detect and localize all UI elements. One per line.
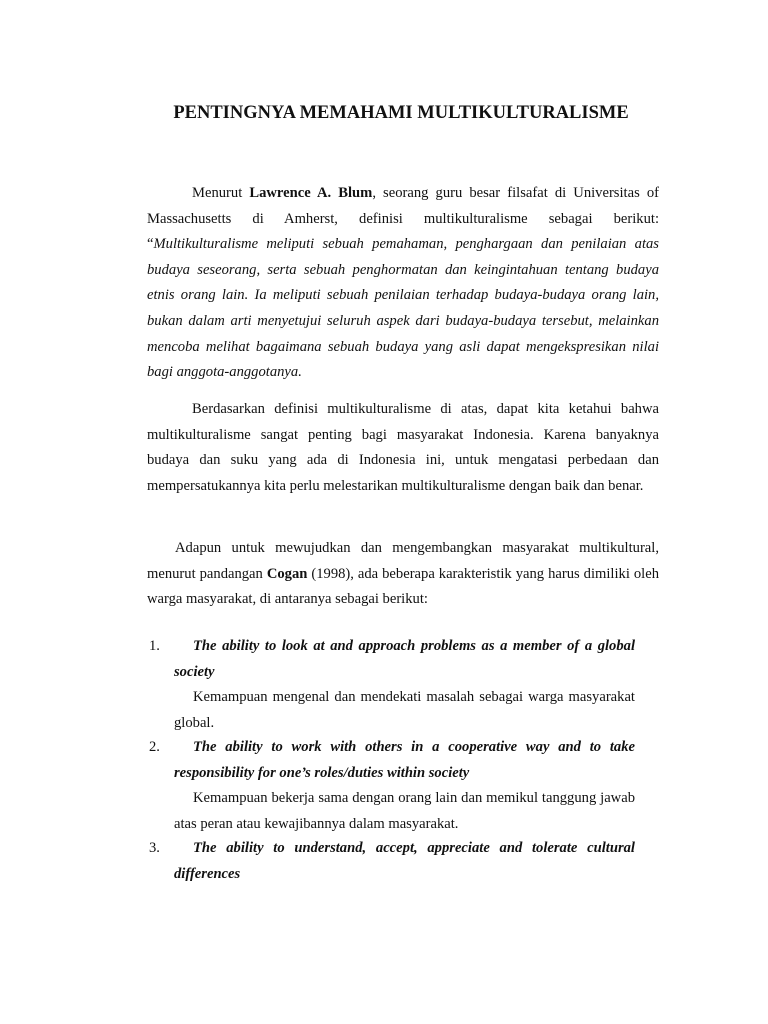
list-item-number: 1. [149, 638, 160, 654]
list-item-number: 2. [149, 739, 160, 755]
list-item-heading: The ability to work with others in a cooperative way and to take responsibility for one’s roles/duties within society [174, 739, 635, 781]
document-title: PENTINGNYA MEMAHAMI MULTIKULTURALISME [173, 103, 629, 123]
definition-quote: Multikulturalisme meliputi sebuah pemahaman, penghargaan dan penilaian atas budaya seseorang, serta sebuah penghormatan dan keingintahuan tentang budaya etnis orang lain. Ia meliputi sebuah penilaian terhadap budaya-budaya orang lain, bukan dalam arti menyetujui seluruh aspek dari budaya-budaya tersebut, melainkan mencoba melihat bagaimana sebuah budaya yang asli dapat mengekspresikan nilai bagi anggota-anggotanya. [147, 236, 659, 381]
paragraph-cogan-lead: Adapun untuk mewujudkan dan mengembangkan masyarakat multikultural, menurut pandangan [147, 540, 659, 582]
paragraph-definition [147, 181, 659, 386]
author-name-cogan: Cogan [266, 565, 308, 582]
paragraph-cogan [147, 536, 659, 613]
list-item-description: Kemampuan mengenal dan mendekati masalah sebagai warga masyarakat global. [174, 689, 635, 731]
list-item-heading: The ability to look at and approach problems as a member of a global society [174, 638, 635, 680]
list-item [147, 836, 635, 887]
paragraph-importance: Berdasarkan definisi multikulturalisme di atas, dapat kita ketahui bahwa multikulturalisme sangat penting bagi masyarakat Indonesia. Karena banyaknya budaya dan suku yang ada di Indonesia ini, untuk mengatasi perbedaan dan mempersatukannya kita perlu melestarikan multikulturalisme dengan baik dan benar. [147, 401, 659, 494]
list-item-description: Kemampuan bekerja sama dengan orang lain dan memikul tanggung jawab atas peran atau kewajibannya dalam masyarakat. [174, 790, 635, 832]
list-item [147, 735, 635, 837]
list-item-number: 3. [149, 840, 160, 856]
paragraph-definition-context: , seorang guru besar filsafat di Universitas of Massachusetts di Amherst, definisi multikulturalisme sebagai berikut: “ [147, 185, 659, 253]
author-name-blum: Lawrence A. Blum [249, 185, 373, 201]
paragraph-cogan-tail: (1998), ada beberapa karakteristik yang harus dimiliki oleh warga masyarakat, di antaranya sebagai berikut: [147, 565, 659, 608]
list-item [147, 634, 635, 736]
paragraph-definition-lead: Menurut [192, 185, 250, 201]
list-item-heading: The ability to understand, accept, appreciate and tolerate cultural differences [174, 840, 635, 882]
